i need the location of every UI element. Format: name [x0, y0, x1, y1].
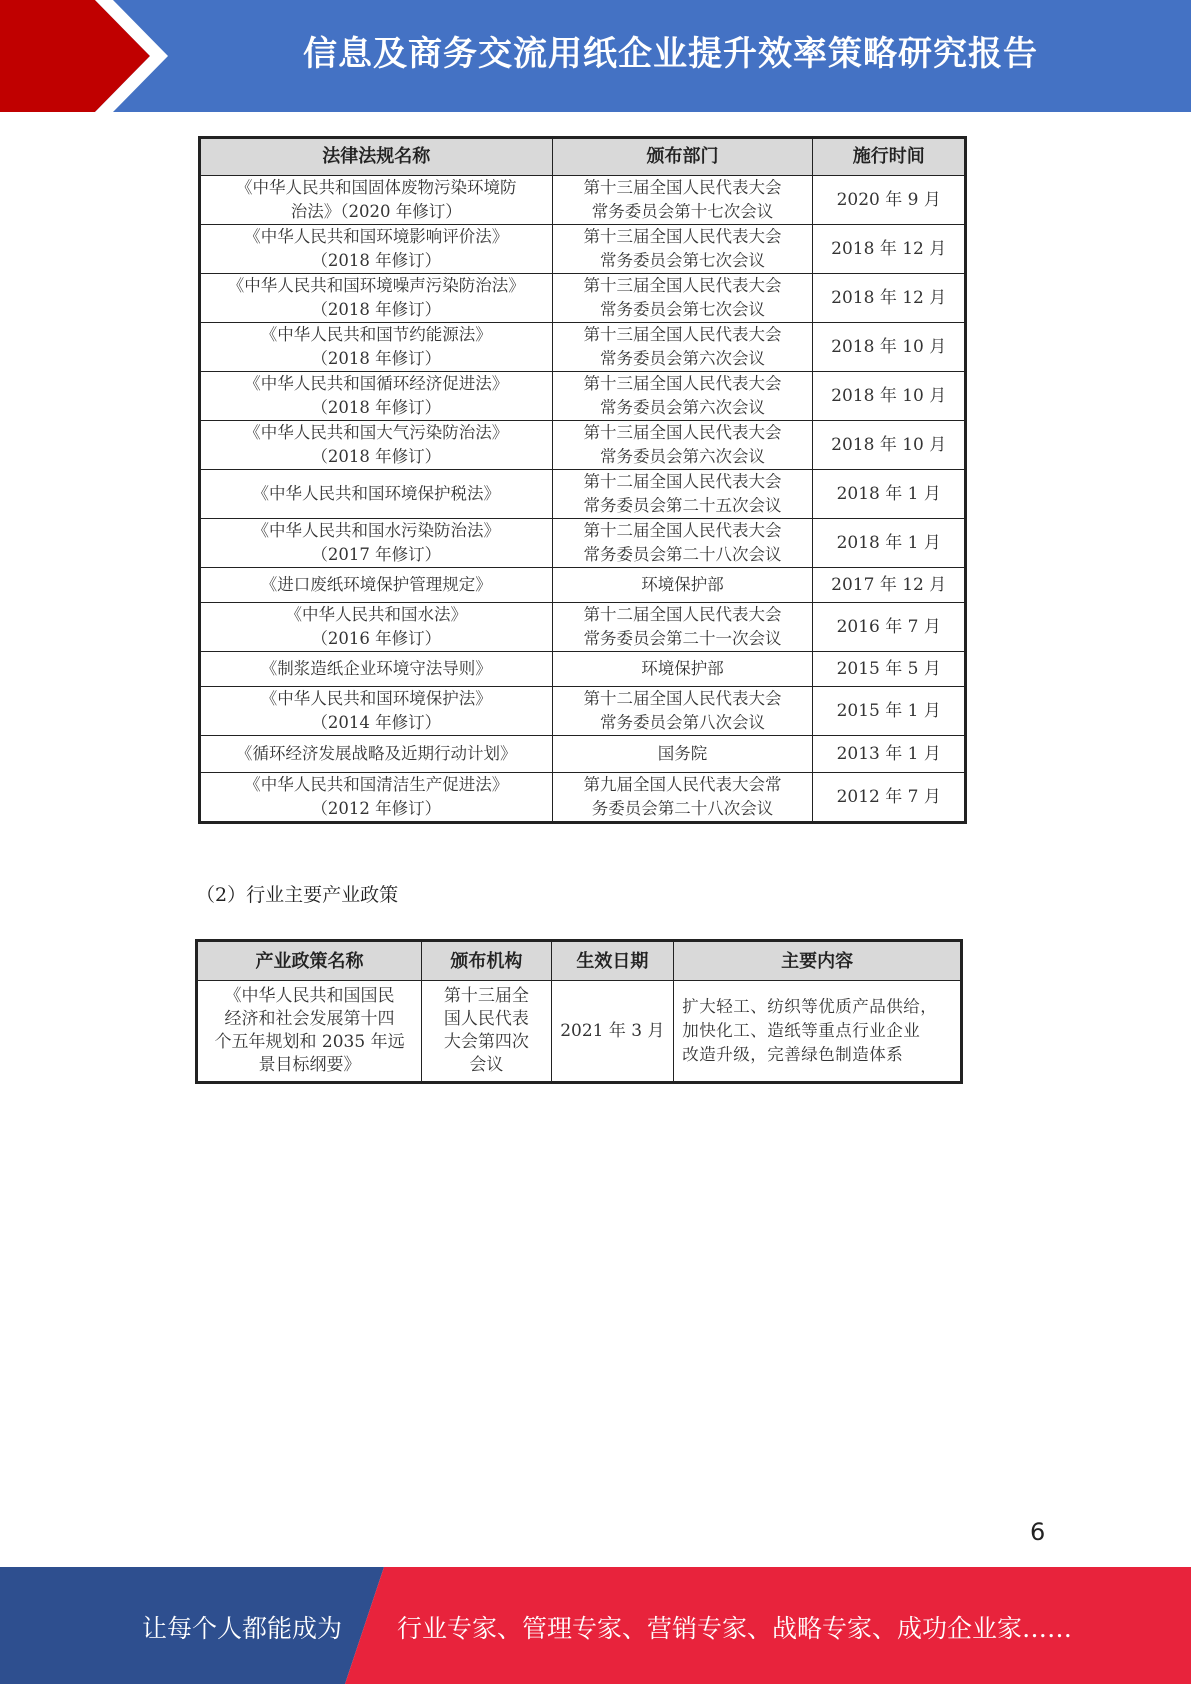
law-date-cell: 2018 年 1 月 — [813, 470, 966, 519]
law-dept-cell: 环境保护部 — [552, 652, 813, 687]
table-row — [200, 274, 966, 323]
col-header-dept: 颁布部门 — [552, 138, 813, 176]
law-date-cell: 2020 年 9 月 — [813, 176, 966, 225]
table-row — [200, 176, 966, 225]
table-row — [200, 736, 966, 773]
laws-table — [198, 136, 967, 824]
report-title: 信息及商务交流用纸企业提升效率策略研究报告 — [303, 34, 1038, 74]
law-date-cell: 2018 年 1 月 — [813, 519, 966, 568]
law-date-cell: 2018 年 10 月 — [813, 421, 966, 470]
law-name-cell: 《中华人民共和国环境保护法》 （2014 年修订） — [200, 687, 553, 736]
col-header-effective-date: 生效日期 — [551, 941, 674, 981]
law-name-cell: 《进口废纸环境保护管理规定》 — [200, 568, 553, 603]
table-header-row — [200, 138, 966, 176]
law-name-cell: 《中华人民共和国固体废物污染环境防 治法》（2020 年修订） — [200, 176, 553, 225]
law-dept-cell: 第十三届全国人民代表大会 常务委员会第七次会议 — [552, 225, 813, 274]
col-header-date: 施行时间 — [813, 138, 966, 176]
law-dept-cell: 第十三届全国人民代表大会 常务委员会第七次会议 — [552, 274, 813, 323]
law-dept-cell: 第十二届全国人民代表大会 常务委员会第二十八次会议 — [552, 519, 813, 568]
law-dept-cell: 第十二届全国人民代表大会 常务委员会第二十五次会议 — [552, 470, 813, 519]
law-name-cell: 《制浆造纸企业环境守法导则》 — [200, 652, 553, 687]
law-dept-cell: 第九届全国人民代表大会常 务委员会第二十八次会议 — [552, 773, 813, 823]
policy-date-cell: 2021 年 3 月 — [551, 981, 674, 1083]
col-header-agency: 颁布机构 — [422, 941, 551, 981]
col-header-main-content: 主要内容 — [674, 941, 962, 981]
table-row — [200, 421, 966, 470]
table-row — [200, 773, 966, 823]
policy-content-cell: 扩大轻工、纺织等优质产品供给， 加快化工、造纸等重点行业企业 改造升级，完善绿色制造体系 — [674, 981, 962, 1083]
law-date-cell: 2012 年 7 月 — [813, 773, 966, 823]
table-row — [200, 687, 966, 736]
table-row — [200, 603, 966, 652]
footer-slogan-right: 行业专家、管理专家、营销专家、战略专家、成功企业家…… — [397, 1614, 1073, 1643]
law-name-cell: 《中华人民共和国环境影响评价法》 （2018 年修订） — [200, 225, 553, 274]
policy-agency-cell: 第十三届全 国人民代表 大会第四次 会议 — [422, 981, 551, 1083]
law-date-cell: 2015 年 1 月 — [813, 687, 966, 736]
law-date-cell: 2018 年 12 月 — [813, 225, 966, 274]
footer-banner — [0, 1567, 1191, 1684]
law-dept-cell: 第十三届全国人民代表大会 常务委员会第六次会议 — [552, 323, 813, 372]
law-date-cell: 2017 年 12 月 — [813, 568, 966, 603]
table-row — [200, 568, 966, 603]
col-header-law-name: 法律法规名称 — [200, 138, 553, 176]
page-number: 6 — [1030, 1518, 1046, 1546]
law-name-cell: 《中华人民共和国环境保护税法》 — [200, 470, 553, 519]
policy-name-cell: 《中华人民共和国国民 经济和社会发展第十四 个五年规划和 2035 年远 景目标纲要》 — [197, 981, 422, 1083]
header-banner — [0, 0, 1191, 112]
policy-table — [195, 939, 963, 1084]
law-name-cell: 《中华人民共和国节约能源法》 （2018 年修订） — [200, 323, 553, 372]
section-heading: （2）行业主要产业政策 — [196, 884, 399, 906]
table-row — [200, 372, 966, 421]
law-name-cell: 《中华人民共和国清洁生产促进法》 （2012 年修订） — [200, 773, 553, 823]
law-dept-cell: 环境保护部 — [552, 568, 813, 603]
law-dept-cell: 第十三届全国人民代表大会 常务委员会第六次会议 — [552, 421, 813, 470]
law-name-cell: 《中华人民共和国水污染防治法》 （2017 年修订） — [200, 519, 553, 568]
table-row — [200, 519, 966, 568]
law-dept-cell: 第十二届全国人民代表大会 常务委员会第八次会议 — [552, 687, 813, 736]
law-dept-cell: 第十三届全国人民代表大会 常务委员会第六次会议 — [552, 372, 813, 421]
law-date-cell: 2018 年 10 月 — [813, 323, 966, 372]
law-name-cell: 《循环经济发展战略及近期行动计划》 — [200, 736, 553, 773]
footer-slogan-left: 让每个人都能成为 — [142, 1614, 343, 1643]
table-row — [200, 323, 966, 372]
table-row — [197, 981, 962, 1083]
law-dept-cell: 第十三届全国人民代表大会 常务委员会第十七次会议 — [552, 176, 813, 225]
table-header-row — [197, 941, 962, 981]
law-name-cell: 《中华人民共和国循环经济促进法》 （2018 年修订） — [200, 372, 553, 421]
law-date-cell: 2018 年 12 月 — [813, 274, 966, 323]
law-date-cell: 2016 年 7 月 — [813, 603, 966, 652]
col-header-policy-name: 产业政策名称 — [197, 941, 422, 981]
law-name-cell: 《中华人民共和国水法》 （2016 年修订） — [200, 603, 553, 652]
table-row — [200, 225, 966, 274]
law-dept-cell: 第十二届全国人民代表大会 常务委员会第二十一次会议 — [552, 603, 813, 652]
table-row — [200, 470, 966, 519]
law-name-cell: 《中华人民共和国大气污染防治法》 （2018 年修订） — [200, 421, 553, 470]
law-dept-cell: 国务院 — [552, 736, 813, 773]
law-name-cell: 《中华人民共和国环境噪声污染防治法》 （2018 年修订） — [200, 274, 553, 323]
law-date-cell: 2015 年 5 月 — [813, 652, 966, 687]
table-row — [200, 652, 966, 687]
law-date-cell: 2018 年 10 月 — [813, 372, 966, 421]
law-date-cell: 2013 年 1 月 — [813, 736, 966, 773]
